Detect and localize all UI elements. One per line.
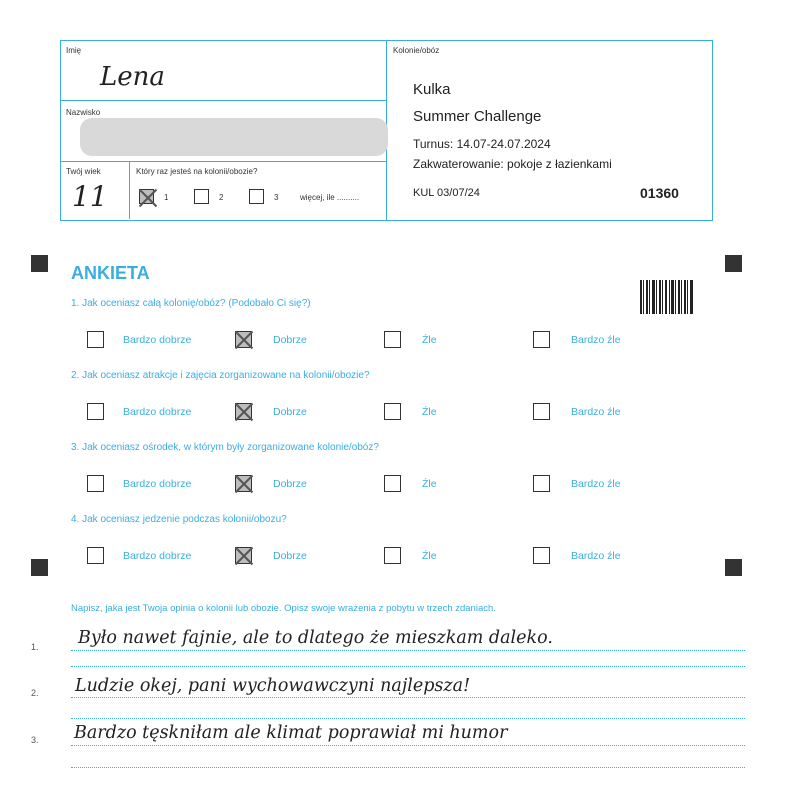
q2-option-very-bad-checkbox[interactable]	[533, 403, 550, 420]
form-number: 01360	[640, 185, 679, 201]
age-value: 11	[72, 180, 108, 213]
q3-option-bad-label: Źle	[422, 478, 437, 490]
camp-code: KUL 03/07/24	[413, 187, 480, 199]
q2-option-bad-label: Źle	[422, 406, 437, 418]
header-divider-1	[60, 100, 386, 101]
q3-option-very-good-label: Bardzo dobrze	[123, 478, 192, 490]
surname-redacted	[80, 118, 388, 156]
camp-name-2: Summer Challenge	[413, 108, 542, 125]
q1-option-bad-checkbox[interactable]	[384, 331, 401, 348]
q4-option-bad-checkbox[interactable]	[384, 547, 401, 564]
barcode-icon	[640, 280, 694, 314]
q4-option-very-bad-label: Bardzo źle	[571, 550, 621, 562]
opinion-line-2-rule	[71, 697, 745, 698]
q1-option-good-checkbox[interactable]	[235, 331, 252, 348]
q1-option-good-label: Dobrze	[273, 334, 307, 346]
q2-option-very-bad-label: Bardzo źle	[571, 406, 621, 418]
times-more-label: więcej, ile ..........	[300, 193, 360, 202]
name-label: Imię	[66, 46, 82, 55]
q1-option-very-bad-label: Bardzo źle	[571, 334, 621, 346]
alignment-marker-top-right	[725, 255, 742, 272]
q4-option-good-label: Dobrze	[273, 550, 307, 562]
opinion-line-3-text[interactable]: Bardzo tęskniłam ale klimat poprawiał mi humor	[74, 723, 508, 743]
q1-option-very-good-label: Bardzo dobrze	[123, 334, 192, 346]
opinion-prompt: Napisz, jaka jest Twoja opinia o kolonii lub obozie. Opisz swoje wrażenia z pobytu w trzech zdaniach.	[71, 603, 496, 614]
question-1-text: 1. Jak oceniasz całą kolonię/obóz? (Podobało Ci się?)	[71, 298, 311, 309]
opinion-line-3-rule-2	[71, 767, 745, 768]
opinion-line-2-text[interactable]: Ludzie okej, pani wychowawczyni najlepsza!	[75, 676, 471, 696]
header-divider-3	[129, 161, 130, 219]
q4-option-very-good-label: Bardzo dobrze	[123, 550, 192, 562]
q2-option-good-label: Dobrze	[273, 406, 307, 418]
question-4-text: 4. Jak oceniasz jedzenie podczas kolonii/obozu?	[71, 514, 287, 525]
opinion-line-2-rule-2	[71, 718, 745, 719]
surname-label: Nazwisko	[66, 108, 101, 117]
times-label: Który raz jesteś na kolonii/obozie?	[136, 167, 258, 176]
opinion-line-1-text[interactable]: Było nawet fajnie, ale to dlatego że mieszkam daleko.	[78, 628, 553, 648]
opinion-line-3-number: 3.	[31, 735, 39, 745]
q3-option-bad-checkbox[interactable]	[384, 475, 401, 492]
opinion-line-1-rule	[71, 650, 745, 651]
name-value: Lena	[100, 62, 165, 92]
q2-option-very-good-checkbox[interactable]	[87, 403, 104, 420]
q1-option-very-bad-checkbox[interactable]	[533, 331, 550, 348]
camp-label: Kolonie/obóz	[393, 46, 440, 55]
times-option-3-label: 3	[274, 193, 279, 202]
survey-title: ANKIETA	[71, 263, 150, 283]
q2-option-bad-checkbox[interactable]	[384, 403, 401, 420]
q3-option-very-good-checkbox[interactable]	[87, 475, 104, 492]
q4-option-very-good-checkbox[interactable]	[87, 547, 104, 564]
times-option-2-checkbox[interactable]	[194, 189, 209, 204]
q3-option-very-bad-checkbox[interactable]	[533, 475, 550, 492]
accommodation: Zakwaterowanie: pokoje z łazienkami	[413, 157, 612, 171]
age-label: Twój wiek	[66, 167, 101, 176]
q2-option-good-checkbox[interactable]	[235, 403, 252, 420]
alignment-marker-top-left	[31, 255, 48, 272]
question-3-text: 3. Jak oceniasz ośrodek, w którym były zorganizowane kolonie/obóz?	[71, 442, 379, 453]
q1-option-very-good-checkbox[interactable]	[87, 331, 104, 348]
header-divider-2	[60, 161, 386, 162]
turnus: Turnus: 14.07-24.07.2024	[413, 137, 551, 151]
opinion-line-2-number: 2.	[31, 688, 39, 698]
q4-option-good-checkbox[interactable]	[235, 547, 252, 564]
times-option-1-label: 1	[164, 193, 169, 202]
alignment-marker-bottom-right	[725, 559, 742, 576]
alignment-marker-bottom-left	[31, 559, 48, 576]
q2-option-very-good-label: Bardzo dobrze	[123, 406, 192, 418]
times-option-3-checkbox[interactable]	[249, 189, 264, 204]
question-2-text: 2. Jak oceniasz atrakcje i zajęcia zorganizowane na kolonii/obozie?	[71, 370, 370, 381]
opinion-line-1-rule-2	[71, 666, 745, 667]
opinion-line-1-number: 1.	[31, 642, 39, 652]
times-option-2-label: 2	[219, 193, 224, 202]
q1-option-bad-label: Źle	[422, 334, 437, 346]
opinion-line-3-rule	[71, 745, 745, 746]
q3-option-good-checkbox[interactable]	[235, 475, 252, 492]
camp-name-1: Kulka	[413, 81, 451, 98]
q4-option-very-bad-checkbox[interactable]	[533, 547, 550, 564]
q3-option-very-bad-label: Bardzo źle	[571, 478, 621, 490]
q4-option-bad-label: Źle	[422, 550, 437, 562]
q3-option-good-label: Dobrze	[273, 478, 307, 490]
times-option-1-checkbox[interactable]	[139, 189, 154, 204]
